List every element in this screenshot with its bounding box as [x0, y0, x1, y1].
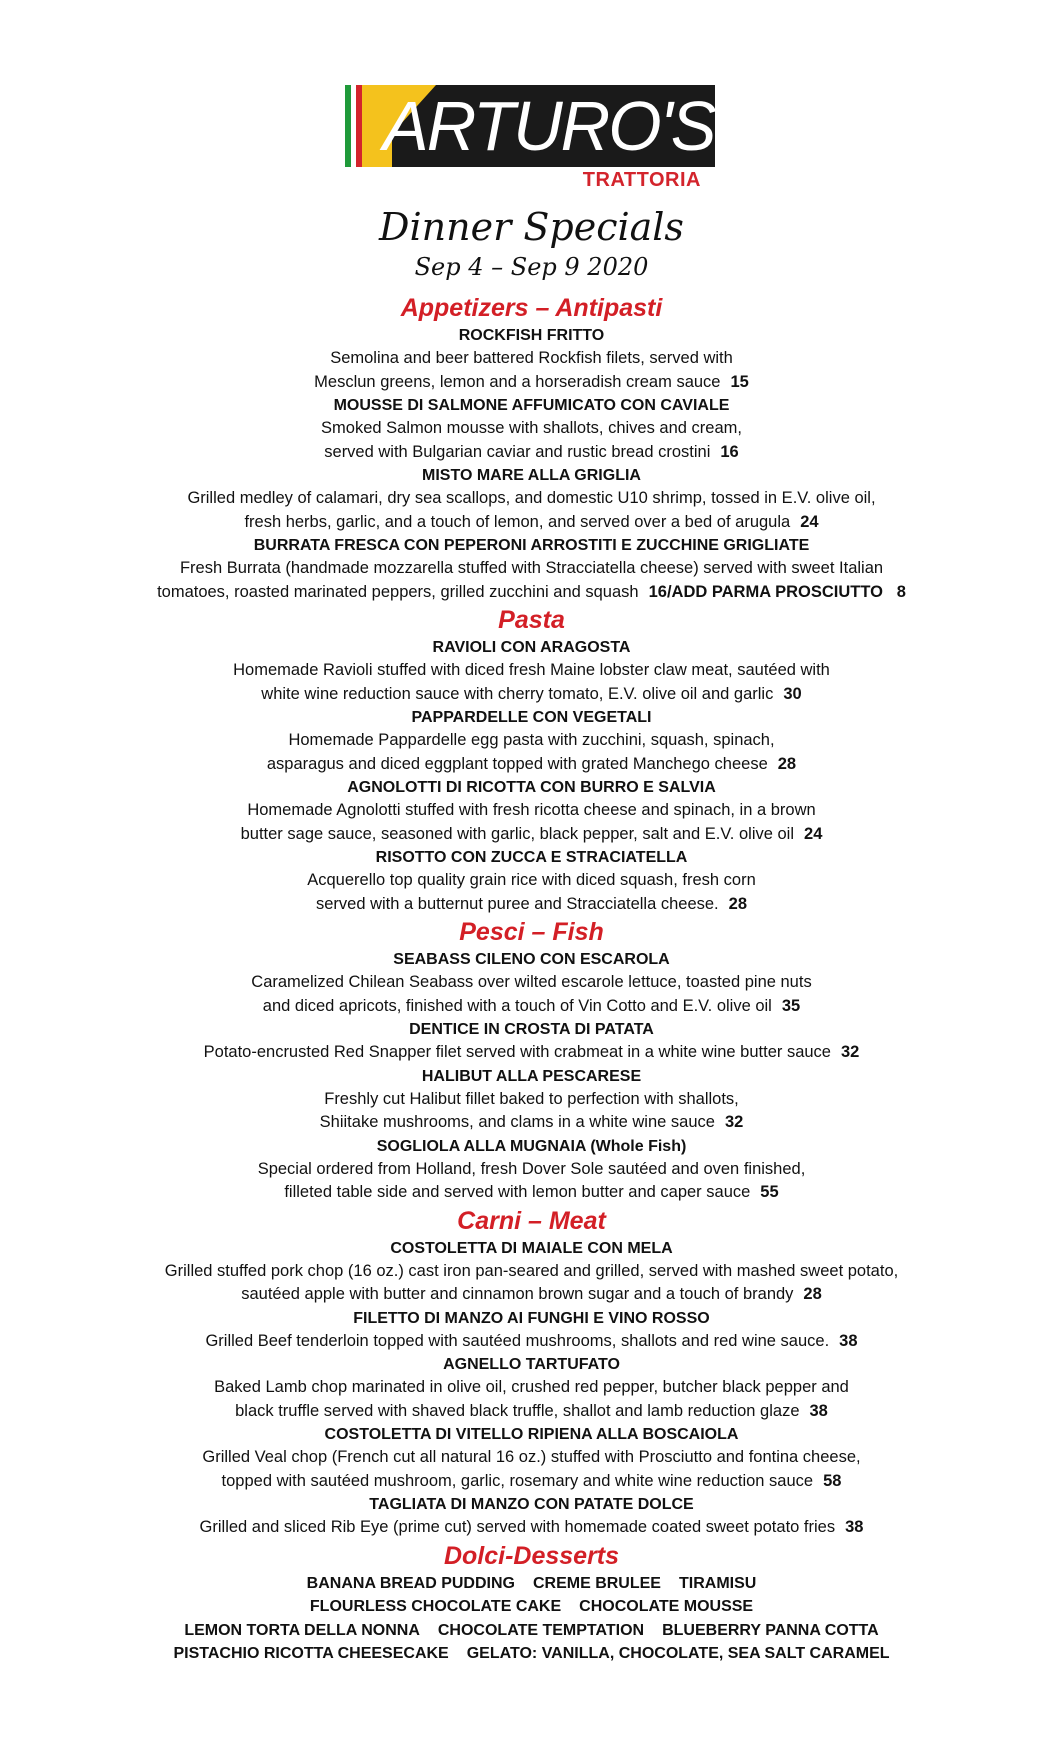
- item-price: 38: [809, 1401, 828, 1420]
- section-title: Dolci-Desserts: [443, 1541, 620, 1570]
- item-name: DENTICE IN CROSTA DI PATATA: [409, 1021, 654, 1038]
- menu-item: [0, 636, 1063, 706]
- item-price: 30: [783, 684, 802, 703]
- menu-item: [0, 948, 1063, 1018]
- item-description: Mesclun greens, lemon and a horseradish cream sauce 15: [314, 372, 749, 391]
- item-description: Smoked Salmon mousse with shallots, chives and cream,: [321, 419, 742, 437]
- menu-item: [0, 846, 1063, 916]
- item-price: 38: [839, 1331, 858, 1350]
- item-price: 28: [803, 1285, 822, 1303]
- item-price: 24: [804, 824, 823, 843]
- dessert-item: LEMON TORTA DELLA NONNA: [184, 1621, 420, 1639]
- item-name: RISOTTO CON ZUCCA E STRACIATELLA: [375, 849, 688, 866]
- item-price: 58: [823, 1471, 842, 1490]
- item-price: 32: [724, 1113, 744, 1131]
- menu-item: [0, 1135, 1063, 1205]
- item-description: Special ordered from Holland, fresh Dover Sole sautéed and oven finished,: [257, 1159, 806, 1178]
- item-name: RAVIOLI CON ARAGOSTA: [432, 639, 631, 656]
- item-description: Grilled and sliced Rib Eye (prime cut) served with homemade coated sweet potato fries 38: [199, 1518, 864, 1536]
- dessert-item: PISTACHIO RICOTTA CHEESECAKE: [173, 1645, 449, 1662]
- item-description: butter sage sauce, seasoned with garlic, black pepper, salt and E.V. olive oil 24: [240, 824, 823, 843]
- item-description: Baked Lamb chop marinated in olive oil, crushed red pepper, butcher black pepper and: [214, 1378, 849, 1396]
- arturos-logo: [345, 85, 715, 193]
- dessert-section: [0, 1540, 1063, 1666]
- item-description: filleted table side and served with lemon butter and caper sauce 55: [284, 1183, 779, 1201]
- dessert-item: FLOURLESS CHOCOLATE CAKE: [309, 1598, 562, 1615]
- item-description: Grilled medley of calamari, dry sea scallops, and domestic U10 shrimp, tossed in E.V. olive oil,: [187, 489, 876, 507]
- item-description: served with Bulgarian caviar and rustic bread crostini 16: [324, 442, 739, 461]
- item-name: FILETTO DI MANZO AI FUNGHI E VINO ROSSO: [353, 1309, 710, 1327]
- item-name: BURRATA FRESCA CON PEPERONI ARROSTITI E ZUCCHINE GRIGLIATE: [253, 537, 810, 554]
- item-name: COSTOLETTA DI MAIALE CON MELA: [390, 1239, 673, 1257]
- item-description: and diced apricots, finished with a touch of Vin Cotto and E.V. olive oil 35: [262, 996, 801, 1015]
- date-range: Sep 4 – Sep 9 2020: [414, 253, 649, 281]
- menu-item: [0, 1018, 1063, 1065]
- menu-section: [0, 916, 1063, 1205]
- dessert-item: CHOCOLATE TEMPTATION: [437, 1621, 645, 1639]
- item-description: white wine reduction sauce with cherry tomato, E.V. olive oil and garlic 30: [261, 684, 802, 703]
- section-title: Pesci – Fish: [459, 918, 604, 946]
- menu-item: [0, 1065, 1063, 1135]
- item-description: Potato-encrusted Red Snapper filet served with crabmeat in a white wine butter sauce 32: [203, 1043, 860, 1061]
- item-description: Homemade Pappardelle egg pasta with zucchini, squash, spinach,: [288, 731, 775, 749]
- section-title: Pasta: [498, 606, 565, 634]
- item-price: 15: [730, 372, 749, 391]
- menu-item: [0, 1307, 1063, 1354]
- menu-section: [0, 1205, 1063, 1540]
- item-name: AGNOLOTTI DI RICOTTA CON BURRO E SALVIA: [347, 779, 716, 796]
- item-description: served with a butternut puree and Stracciatella cheese. 28: [315, 894, 747, 913]
- menu-item: [0, 394, 1063, 464]
- item-description: sautéed apple with butter and cinnamon brown sugar and a touch of brandy 28: [241, 1285, 822, 1303]
- dessert-line: [0, 1619, 1063, 1643]
- item-price: 55: [760, 1183, 779, 1201]
- item-name: PAPPARDELLE CON VEGETALI: [411, 709, 652, 726]
- item-price: 16: [720, 442, 739, 461]
- item-price: 28: [777, 754, 797, 773]
- item-price: 35: [781, 996, 801, 1015]
- item-name: COSTOLETTA DI VITELLO RIPIENA ALLA BOSCAIOLA: [324, 1426, 739, 1443]
- menu-item: [0, 1493, 1063, 1540]
- section-title: Appetizers – Antipasti: [400, 294, 663, 322]
- menu-content: [0, 292, 1063, 1666]
- item-description: Homemade Ravioli stuffed with diced fresh Maine lobster claw meat, sautéed with: [233, 661, 830, 679]
- menu-item: [0, 1353, 1063, 1423]
- item-price: 16/ADD PARMA PROSCIUTTO 8: [648, 582, 906, 601]
- dessert-item: GELATO: VANILLA, CHOCOLATE, SEA SALT CARAMEL: [466, 1645, 890, 1662]
- dessert-line: [0, 1642, 1063, 1666]
- dessert-item: TIRAMISU: [678, 1574, 757, 1592]
- item-price: 38: [845, 1518, 864, 1536]
- item-name: MOUSSE DI SALMONE AFFUMICATO CON CAVIALE: [333, 397, 730, 414]
- item-name: AGNELLO TARTUFATO: [443, 1356, 620, 1373]
- item-description: black truffle served with shaved black truffle, shallot and lamb reduction glaze 38: [235, 1401, 828, 1420]
- menu-item: [0, 706, 1063, 776]
- menu-item: [0, 1423, 1063, 1493]
- dessert-item: CREME BRULEE: [532, 1574, 661, 1592]
- dessert-item: CHOCOLATE MOUSSE: [579, 1598, 754, 1615]
- item-name: TAGLIATA DI MANZO CON PATATE DOLCE: [369, 1496, 694, 1513]
- item-description: Semolina and beer battered Rockfish filets, served with: [330, 349, 733, 367]
- menu-item: [0, 534, 1063, 604]
- item-name: SEABASS CILENO CON ESCAROLA: [393, 951, 670, 968]
- item-description: Caramelized Chilean Seabass over wilted escarole lettuce, toasted pine nuts: [251, 973, 812, 991]
- item-description: topped with sautéed mushroom, garlic, rosemary and white wine reduction sauce 58: [221, 1471, 842, 1490]
- item-description: fresh herbs, garlic, and a touch of lemon, and served over a bed of arugula 24: [244, 512, 819, 531]
- menu-section: [0, 604, 1063, 916]
- dessert-item: BANANA BREAD PUDDING: [306, 1574, 515, 1592]
- section-title: Carni – Meat: [457, 1206, 606, 1235]
- menu-item: [0, 776, 1063, 846]
- dessert-line: [0, 1595, 1063, 1619]
- logo-tagline: TRATTORIA: [582, 169, 701, 191]
- item-name: MISTO MARE ALLA GRIGLIA: [422, 467, 641, 484]
- item-price: 28: [728, 894, 747, 913]
- item-price: 32: [840, 1043, 860, 1061]
- item-name: SOGLIOLA ALLA MUGNAIA (Whole Fish): [376, 1137, 687, 1155]
- menu-item: [0, 324, 1063, 394]
- item-description: Grilled Veal chop (French cut all natural 16 oz.) stuffed with Prosciutto and fontina cheese,: [202, 1448, 861, 1466]
- item-name: HALIBUT ALLA PESCARESE: [421, 1067, 642, 1085]
- page-title: Dinner Specials: [379, 205, 684, 249]
- item-description: Grilled Beef tenderloin topped with sautéed mushrooms, shallots and red wine sauce. 38: [205, 1331, 858, 1350]
- item-description: Freshly cut Halibut fillet baked to perfection with shallots,: [324, 1089, 739, 1108]
- item-description: tomatoes, roasted marinated peppers, grilled zucchini and squash 16/ADD PARMA PROSCIUTTO 8: [157, 582, 906, 601]
- item-description: Homemade Agnolotti stuffed with fresh ricotta cheese and spinach, in a brown: [247, 801, 816, 819]
- item-description: asparagus and diced eggplant topped with grated Manchego cheese 28: [266, 754, 797, 773]
- item-description: Grilled stuffed pork chop (16 oz.) cast iron pan-seared and grilled, served with mashed sweet potato,: [164, 1261, 899, 1280]
- menu-section: [0, 292, 1063, 604]
- item-price: 24: [800, 512, 819, 531]
- item-description: Acquerello top quality grain rice with diced squash, fresh corn: [307, 871, 756, 889]
- menu-item: [0, 1237, 1063, 1307]
- menu-item: [0, 464, 1063, 534]
- item-description: Fresh Burrata (handmade mozzarella stuffed with Stracciatella cheese) served with sweet Italian: [179, 559, 884, 577]
- dessert-item: BLUEBERRY PANNA COTTA: [662, 1621, 879, 1639]
- logo-banner: [345, 85, 715, 167]
- logo-brand-text: ARTURO'S: [383, 87, 715, 165]
- item-description: Shiitake mushrooms, and clams in a white wine sauce 32: [319, 1113, 744, 1131]
- dessert-line: [0, 1572, 1063, 1596]
- item-name: ROCKFISH FRITTO: [458, 327, 605, 344]
